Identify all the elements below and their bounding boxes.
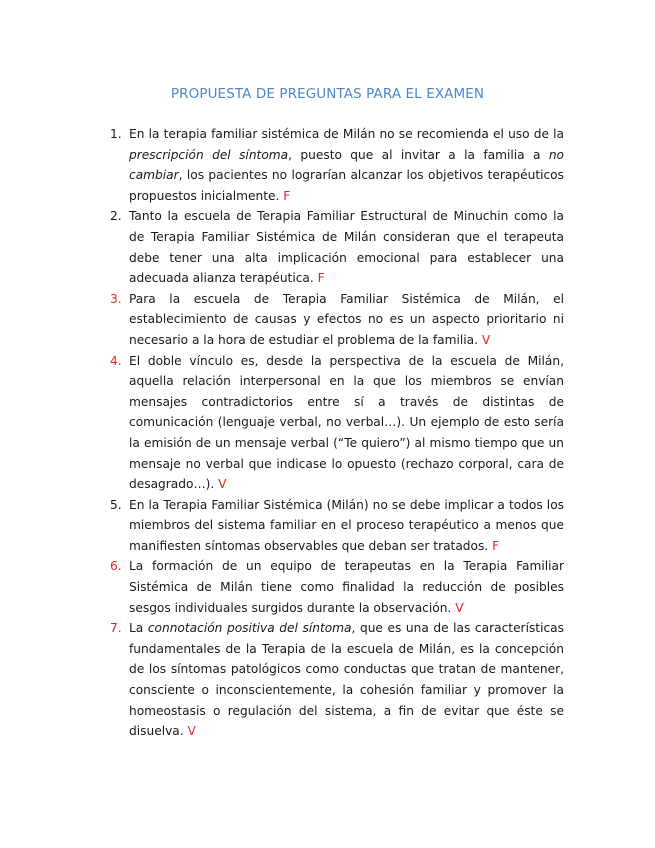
answer-marker: V xyxy=(481,332,491,347)
question-text-italic: no cambiar xyxy=(129,147,564,183)
answer-marker: V xyxy=(218,477,227,492)
question-number: 6. xyxy=(110,559,122,574)
question-list xyxy=(106,124,564,742)
question-item xyxy=(106,556,564,618)
question-item xyxy=(106,618,564,742)
question-text-segment: , los pacientes no lograrían alcanzar los objetivos terapéuticos propuestos inicialmente. xyxy=(129,168,564,203)
document-title: PROPUESTA DE PREGUNTAS PARA EL EXAMEN xyxy=(170,86,485,102)
question-text-segment: En la Terapia Familiar Sistémica (Milán) no se debe implicar a todos los miembros del sistema familiar en el proceso terapéutico a menos que manifiesten síntomas observables que deban ser tratados. xyxy=(129,497,564,553)
question-text-segment: La formación de un equipo de terapeutas en la Terapia Familiar Sistémica de Milán tiene como finalidad la reducción de posibles sesgos individuales surgidos durante la observación. xyxy=(129,559,564,615)
question-number: 1. xyxy=(110,127,122,141)
question-text-segment: Para la escuela de Terapia Familiar Sistémica de Milán, el establecimiento de causas y efectos no es un aspecto prioritario ni necesario a la hora de estudiar el problema de la familia. xyxy=(129,291,564,347)
answer-marker: F xyxy=(317,271,325,286)
question-text xyxy=(129,559,564,614)
question-item xyxy=(106,206,564,288)
question-number: 4. xyxy=(110,353,122,368)
question-number: 7. xyxy=(110,621,122,636)
question-text xyxy=(129,209,564,285)
question-text xyxy=(129,127,564,203)
answer-marker: V xyxy=(455,600,464,615)
question-text-segment: , que es una de las características fundamentales de la Terapia de la escuela de Milán, es la concepción de los síntomas patológicos como conductas que tratan de mantener, consciente o inconscientemente, la cohesión familiar y promover la homeostasis o regulación del sistema, a fin de evitar que éste se disuelva. xyxy=(129,621,564,739)
question-item xyxy=(106,289,564,351)
question-text-italic: prescripción del síntoma xyxy=(129,147,289,162)
question-text xyxy=(129,354,564,492)
question-number: 3. xyxy=(110,291,122,306)
question-text-segment: La xyxy=(129,621,148,636)
question-text-segment: En la terapia familiar sistémica de Milán no se recomienda el uso de la xyxy=(129,127,564,141)
answer-marker: F xyxy=(492,538,500,553)
question-number: 2. xyxy=(110,209,122,224)
question-text-segment: , puesto que al invitar a la familia a xyxy=(288,147,549,162)
question-text xyxy=(129,621,564,738)
question-item xyxy=(106,495,564,557)
question-item xyxy=(106,124,564,206)
question-text-italic: connotación positiva del síntoma xyxy=(147,621,352,636)
question-text xyxy=(129,292,564,347)
question-text-segment: El doble vínculo es, desde la perspectiva de la escuela de Milán, aquella relación interpersonal en la que los miembros se envían mensajes contradictorios entre sí a través de distintas de comunicación (lenguaje verbal, no verbal…). Un ejemplo de esto sería la emisión de un mensaje verbal (“Te quiero”) al mismo tiempo que un mensaje no verbal que indicase lo opuesto (rechazo corporal, cara de desagrado…). xyxy=(129,353,564,492)
question-number: 5. xyxy=(110,497,122,512)
question-item xyxy=(106,351,564,495)
answer-marker: V xyxy=(187,724,196,739)
answer-marker: F xyxy=(283,188,291,203)
question-text-segment: Tanto la escuela de Terapia Familiar Estructural de Minuchin como la de Terapia Familiar Sistémica de Milán consideran que el terapeuta debe tener una alta implicación emocional para establecer una adecuada alianza terapéutica. xyxy=(129,209,564,286)
